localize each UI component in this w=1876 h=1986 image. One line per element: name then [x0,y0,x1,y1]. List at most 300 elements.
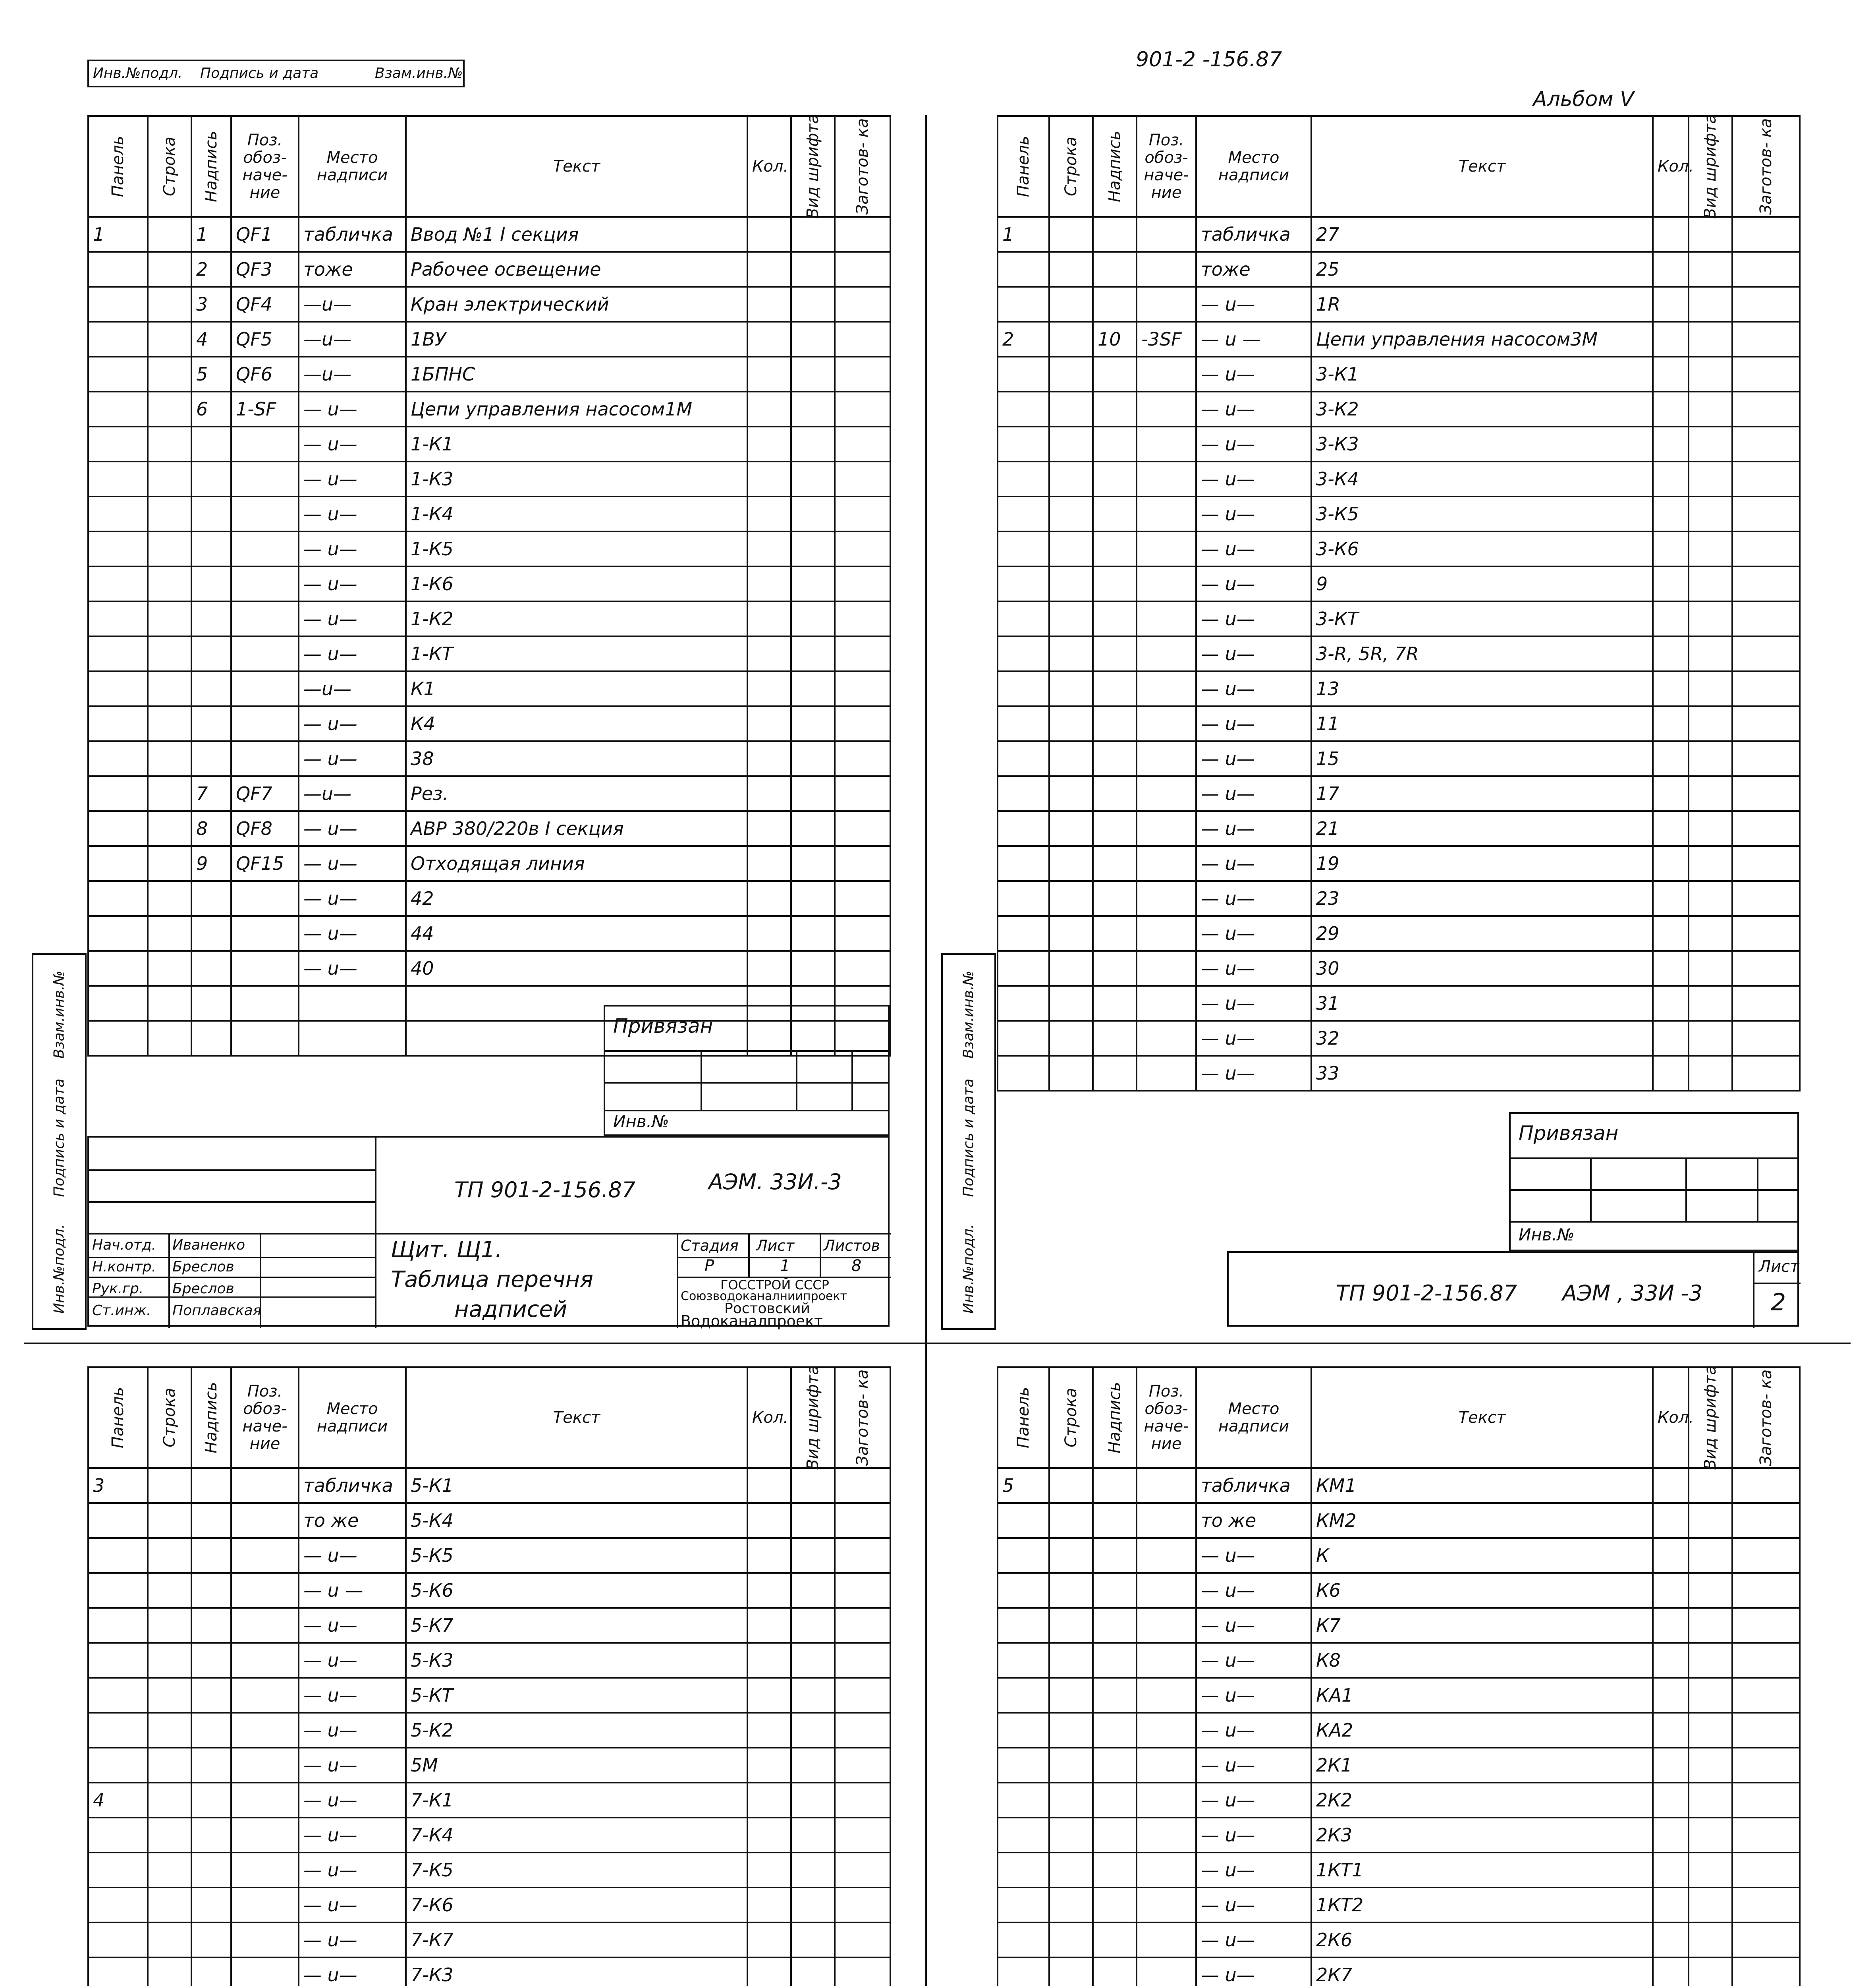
cell-tekst: 5-КТ [406,1678,747,1713]
col-poz: Поз. обоз- наче- ние [231,1367,299,1468]
cell-vid [1689,217,1732,252]
cell-vid [791,566,835,601]
s1-code: ТП 901-2-156.87 [454,1177,636,1202]
cell-poz [231,741,299,776]
cell-vid [791,916,835,951]
cell-kol [747,601,791,636]
cell-mesto: —u— [299,322,406,357]
stamp-name: Бреслов [172,1259,234,1275]
s2-code: ТП 901-2-156.87 [1336,1281,1517,1306]
top-stamp [87,60,465,87]
cell-panel [88,531,148,566]
cell-vid [1689,322,1732,357]
cell-vid [1689,1783,1732,1818]
cell-panel [998,951,1049,986]
table-row [998,322,1800,357]
cell-stroka [148,1957,191,1986]
col-stroka: Строка [148,1367,191,1468]
top-stamp-vzam: Взам.инв.№ [375,65,463,81]
cell-vid [791,671,835,706]
side-inv: Инв.№подл. [960,1224,977,1314]
cell-mesto: то же [1196,1503,1311,1538]
cell-vid [1689,357,1732,392]
table-row [998,671,1800,706]
table-row [88,1713,890,1748]
cell-stroka [1049,811,1093,846]
cell-mesto: — u— [1196,1608,1311,1643]
cell-mesto: — u— [1196,1922,1311,1957]
col-panel: Панель [998,116,1049,217]
top-stamp-podpis: Подпись и дата [200,65,319,81]
cell-tekst: Ввод №1 I секция [406,217,747,252]
cell-nadpis [191,1887,231,1922]
cell-zagotov [1732,986,1800,1021]
cell-zagotov [1732,1468,1800,1503]
table-row [88,1678,890,1713]
cell-panel [88,322,148,357]
cell-vid [1689,1056,1732,1091]
cell-vid [791,951,835,986]
cell-tekst: 3-К5 [1311,496,1653,531]
table-row [88,811,890,846]
cell-poz [1137,776,1196,811]
cell-nadpis [191,1468,231,1503]
cell-zagotov [1732,741,1800,776]
cell-nadpis [1093,1748,1137,1783]
cell-panel [88,601,148,636]
table-row [88,1538,890,1573]
cell-nadpis [1093,217,1137,252]
cell-poz [1137,811,1196,846]
cell-panel [998,741,1049,776]
cell-mesto: — u — [299,1573,406,1608]
cell-kol [747,776,791,811]
cell-tekst: 5-К2 [406,1713,747,1748]
cell-panel [88,1021,148,1056]
sheet-2-table [997,115,1801,1092]
cell-panel [998,1573,1049,1608]
cell-vid [1689,1608,1732,1643]
cell-vid [791,217,835,252]
cell-vid [1689,1853,1732,1887]
cell-tekst: 1R [1311,287,1653,322]
cell-nadpis [191,1818,231,1853]
cell-stroka [1049,1021,1093,1056]
cell-kol [1653,1957,1689,1986]
cell-kol [1653,462,1689,496]
cell-mesto: — u— [1196,566,1311,601]
cell-tekst: 15 [1311,741,1653,776]
cell-nadpis: 1 [191,217,231,252]
cell-mesto: — u— [299,1922,406,1957]
cell-poz [1137,531,1196,566]
cell-panel: 2 [998,322,1049,357]
cell-zagotov [1732,811,1800,846]
col-poz: Поз. обоз- наче- ние [231,116,299,217]
cell-vid [791,357,835,392]
s1-org3: Ростовский [724,1300,811,1317]
cell-panel [88,496,148,531]
cell-kol [747,671,791,706]
table-row [88,881,890,916]
cell-nadpis [191,496,231,531]
cell-zagotov [835,741,890,776]
cell-stroka [148,776,191,811]
table-row [88,1748,890,1783]
cell-zagotov [1732,636,1800,671]
cell-stroka [148,1503,191,1538]
s1-list: 1 [780,1257,790,1275]
cell-mesto: — u— [1196,671,1311,706]
cell-mesto: — u— [1196,636,1311,671]
cell-zagotov [835,1748,890,1783]
cell-poz [231,1853,299,1887]
cell-stroka [148,462,191,496]
cell-poz [1137,462,1196,496]
cell-panel [998,252,1049,287]
cell-mesto: — u— [1196,741,1311,776]
cell-tekst: КА2 [1311,1713,1653,1748]
cell-zagotov [1732,1922,1800,1957]
cell-vid [791,1643,835,1678]
cell-stroka [148,1818,191,1853]
s1-org4: Водоканалпроект [681,1312,823,1330]
cell-nadpis [191,881,231,916]
cell-kol [1653,1853,1689,1887]
cell-poz [1137,1643,1196,1678]
cell-panel [998,1748,1049,1783]
cell-stroka [1049,357,1093,392]
cell-zagotov [835,357,890,392]
cell-mesto: — u— [1196,287,1311,322]
col-vid: Вид шрифта [791,1367,835,1468]
cell-poz [231,1818,299,1853]
cell-mesto: — u— [299,601,406,636]
cell-panel [998,671,1049,706]
cell-zagotov [1732,671,1800,706]
table-row [88,951,890,986]
cell-tekst: Цепи управления насосом3М [1311,322,1653,357]
cell-nadpis [191,741,231,776]
cell-kol [1653,1678,1689,1713]
table-row [88,1643,890,1678]
cell-vid [1689,1468,1732,1503]
cell-kol [747,1748,791,1783]
cell-mesto: — u— [299,531,406,566]
cell-poz [231,496,299,531]
cell-poz [1137,916,1196,951]
table-row [998,1056,1800,1091]
cell-panel [998,1853,1049,1887]
cell-vid [1689,846,1732,881]
cell-zagotov [1732,881,1800,916]
table-row [88,322,890,357]
cell-zagotov [1732,566,1800,601]
cell-vid [791,636,835,671]
side-podpis: Подпись и дата [51,1078,68,1197]
s2-code2: АЭМ , 33И -3 [1562,1281,1702,1306]
table-row [998,496,1800,531]
cell-stroka [148,252,191,287]
s1-code2: АЭМ. 33И.-3 [708,1169,842,1194]
cell-tekst: 7-К3 [406,1957,747,1986]
cell-nadpis [1093,1538,1137,1573]
cell-mesto: — u— [1196,1748,1311,1783]
cell-poz: QF6 [231,357,299,392]
cell-mesto: — u— [1196,1573,1311,1608]
cell-nadpis: 4 [191,322,231,357]
cell-stroka [1049,951,1093,986]
cell-zagotov [1732,1887,1800,1922]
cell-nadpis [1093,776,1137,811]
cell-kol [747,462,791,496]
sheet-2-side-stamp [941,953,996,1330]
cell-zagotov [835,1818,890,1853]
table-row [88,706,890,741]
cell-panel [88,916,148,951]
cell-vid [1689,951,1732,986]
cell-tekst: 3-К6 [1311,531,1653,566]
cell-nadpis [1093,1021,1137,1056]
cell-tekst: 7-К5 [406,1853,747,1887]
cell-stroka [1049,636,1093,671]
cell-poz [231,601,299,636]
cell-nadpis [1093,1957,1137,1986]
table-row [998,566,1800,601]
col-poz: Поз. обоз- наче- ние [1137,1367,1196,1468]
cell-poz: -3SF [1137,322,1196,357]
cell-poz [1137,1021,1196,1056]
cell-vid [1689,427,1732,462]
cell-stroka [1049,427,1093,462]
cell-kol [1653,1818,1689,1853]
cell-mesto: — u— [1196,1818,1311,1853]
cell-vid [1689,741,1732,776]
cell-panel [998,1021,1049,1056]
cell-zagotov [835,322,890,357]
cell-stroka [1049,1818,1093,1853]
cell-tekst: 32 [1311,1021,1653,1056]
cell-poz [231,1643,299,1678]
cell-stroka [1049,462,1093,496]
cell-nadpis [191,566,231,601]
cell-zagotov [835,1957,890,1986]
sheet-4 [997,1366,1799,1986]
cell-kol [1653,1643,1689,1678]
cell-stroka [1049,531,1093,566]
cell-mesto [299,986,406,1021]
inv-no-label: Инв.№ [613,1112,669,1131]
cell-nadpis [191,1922,231,1957]
cell-zagotov [1732,1573,1800,1608]
cell-poz [1137,706,1196,741]
cell-zagotov [835,252,890,287]
sheet-1-table [87,115,891,1057]
cell-panel [998,357,1049,392]
cell-poz [231,1678,299,1713]
cell-zagotov [835,1678,890,1713]
cell-poz [231,1468,299,1503]
cell-kol [1653,427,1689,462]
cell-vid [791,1468,835,1503]
cell-kol [1653,1538,1689,1573]
cell-stroka [1049,1468,1093,1503]
cell-panel [998,601,1049,636]
cell-stroka [1049,1608,1093,1643]
cell-panel [998,1887,1049,1922]
cell-nadpis [1093,1503,1137,1538]
cell-nadpis [1093,1468,1137,1503]
cell-zagotov [835,1468,890,1503]
vertical-divider [925,115,927,1986]
cell-zagotov [835,1887,890,1922]
cell-tekst: 38 [406,741,747,776]
table-row [88,217,890,252]
cell-tekst: 7-К1 [406,1783,747,1818]
table-row [998,1957,1800,1986]
cell-zagotov [835,636,890,671]
cell-kol [747,1783,791,1818]
cell-zagotov [1732,916,1800,951]
cell-vid [1689,1643,1732,1678]
cell-poz [1137,671,1196,706]
cell-panel [88,776,148,811]
cell-panel [998,986,1049,1021]
cell-zagotov [1732,1056,1800,1091]
cell-vid [791,427,835,462]
cell-panel [998,287,1049,322]
cell-mesto: — u— [299,392,406,427]
stamp-role: Нач.отд. [92,1237,156,1253]
cell-mesto: — u— [1196,531,1311,566]
table-row [88,1887,890,1922]
cell-zagotov [1732,392,1800,427]
table-row [998,1021,1800,1056]
privyazan-label: Привязан [1519,1122,1619,1145]
table-row [998,427,1800,462]
cell-tekst: 44 [406,916,747,951]
cell-panel [998,1503,1049,1538]
cell-mesto: — u— [299,846,406,881]
cell-kol [1653,811,1689,846]
cell-tekst: 3-К3 [1311,427,1653,462]
cell-vid [1689,881,1732,916]
cell-vid [1689,531,1732,566]
s1-list-lbl: Лист [756,1237,795,1254]
cell-tekst: 5-К3 [406,1643,747,1678]
cell-kol [747,706,791,741]
cell-vid [791,287,835,322]
cell-tekst: 3-К1 [1311,357,1653,392]
cell-kol [1653,1468,1689,1503]
cell-kol [1653,496,1689,531]
cell-stroka [1049,1783,1093,1818]
cell-kol [747,951,791,986]
cell-tekst: 3-К2 [1311,392,1653,427]
cell-nadpis [191,1503,231,1538]
sheet-1-header [88,116,890,217]
cell-mesto: — u— [1196,1957,1311,1986]
cell-zagotov [1732,601,1800,636]
cell-zagotov [835,427,890,462]
table-row [88,287,890,322]
cell-kol [747,427,791,462]
table-row [88,1818,890,1853]
cell-stroka [1049,601,1093,636]
cell-kol [747,1503,791,1538]
cell-poz [231,1538,299,1573]
cell-stroka [148,1853,191,1887]
cell-poz [231,566,299,601]
cell-panel [88,1608,148,1643]
cell-vid [791,1853,835,1887]
album-label: Альбом V [1533,87,1634,111]
cell-poz [231,1573,299,1608]
cell-mesto: то же [299,1503,406,1538]
cell-kol [747,1853,791,1887]
cell-vid [791,1818,835,1853]
cell-vid [791,1713,835,1748]
cell-mesto: — u— [299,1678,406,1713]
cell-stroka [1049,916,1093,951]
cell-kol [747,1957,791,1986]
side-vzam: Взам.инв.№ [51,970,68,1059]
cell-vid [1689,462,1732,496]
cell-poz: QF5 [231,322,299,357]
cell-tekst: К4 [406,706,747,741]
cell-nadpis [191,951,231,986]
table-row [88,566,890,601]
cell-mesto: — u— [1196,462,1311,496]
cell-stroka [148,1468,191,1503]
cell-panel: 4 [88,1783,148,1818]
cell-nadpis [1093,811,1137,846]
col-zagotov: Заготов- ка [1732,1367,1800,1468]
cell-nadpis [1093,1573,1137,1608]
col-mesto: Место надписи [299,1367,406,1468]
cell-kol [747,287,791,322]
cell-zagotov [1732,322,1800,357]
cell-tekst: 2К6 [1311,1922,1653,1957]
cell-vid [1689,1678,1732,1713]
cell-mesto: — u— [1196,1021,1311,1056]
table-row [998,811,1800,846]
sheet-1-side-stamp [32,953,87,1330]
table-row [998,1713,1800,1748]
cell-poz [1137,217,1196,252]
cell-panel [88,811,148,846]
cell-tekst: КМ2 [1311,1503,1653,1538]
cell-poz [1137,1468,1196,1503]
col-poz: Поз. обоз- наче- ние [1137,116,1196,217]
cell-kol [1653,392,1689,427]
stamp-name: Иваненко [172,1237,245,1253]
cell-vid [1689,1748,1732,1783]
cell-tekst: 1-К5 [406,531,747,566]
cell-tekst: 19 [1311,846,1653,881]
cell-poz [231,1957,299,1986]
cell-zagotov [1732,1818,1800,1853]
table-row [88,462,890,496]
table-row [88,531,890,566]
cell-poz [1137,1853,1196,1887]
cell-mesto: —u— [299,357,406,392]
cell-nadpis [1093,496,1137,531]
cell-mesto [299,1021,406,1056]
table-row [998,392,1800,427]
cell-poz [1137,1922,1196,1957]
cell-stroka [1049,1853,1093,1887]
